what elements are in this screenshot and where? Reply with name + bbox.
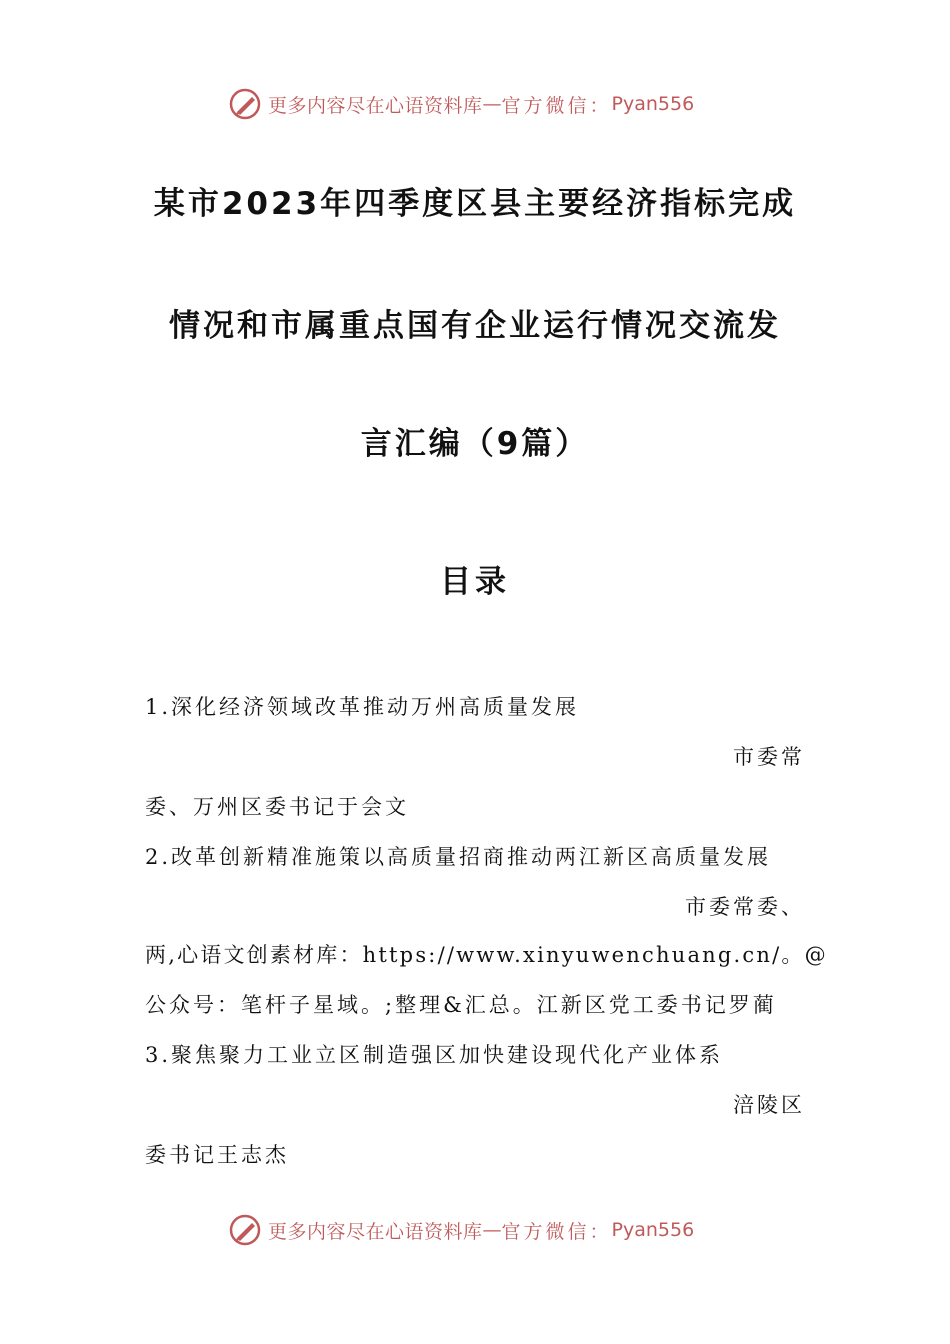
- toc-item-1-author-part1: 市委常: [733, 745, 805, 769]
- banner-wechat-id: Pyan556: [611, 1219, 695, 1241]
- banner-main-text: 更多内容尽在心语资料库: [268, 94, 483, 117]
- toc-item-2-title: 2.改革创新精准施策以高质量招商推动两江新区高质量发展: [145, 845, 772, 869]
- document-title-line-1: 某市2023年四季度区县主要经济指标完成: [153, 186, 797, 222]
- banner-main-text: 更多内容尽在心语资料库: [268, 1220, 483, 1243]
- banner-dash: —: [482, 1219, 502, 1241]
- banner-dash: —: [482, 93, 502, 115]
- pen-logo-icon: [228, 87, 262, 121]
- toc-item-1-author-part2: 委、万州区委书记于会文: [145, 795, 409, 819]
- watermark-banner-top: [228, 84, 694, 124]
- watermark-banner-bottom: [228, 1210, 694, 1250]
- toc-item-2-author-part1: 市委常委、: [685, 895, 805, 919]
- toc-heading: 目录: [440, 564, 510, 600]
- pen-logo-icon: [228, 1213, 262, 1247]
- document-title-line-3: 言汇编（9篇）: [360, 426, 590, 462]
- banner-wechat-label: 官方微信：: [501, 94, 612, 117]
- document-title-line-2: 情况和市属重点国有企业运行情况交流发: [169, 308, 781, 344]
- toc-item-2-author-part2: 公众号：笔杆子星域。;整理&汇总。江新区党工委书记罗蔺: [145, 993, 777, 1017]
- toc-item-3-author-part1: 涪陵区: [733, 1093, 805, 1117]
- banner-wechat-id: Pyan556: [611, 93, 695, 115]
- toc-item-3-author-part2: 委书记王志杰: [145, 1143, 289, 1167]
- toc-item-2-watermark-line: 两,心语文创素材库：https://www.xinyuwenchuang.cn/。@: [145, 943, 828, 967]
- toc-item-3-title: 3.聚焦聚力工业立区制造强区加快建设现代化产业体系: [145, 1043, 724, 1067]
- banner-wechat-label: 官方微信：: [501, 1220, 612, 1243]
- toc-item-1-title: 1.深化经济领域改革推动万州高质量发展: [145, 695, 580, 719]
